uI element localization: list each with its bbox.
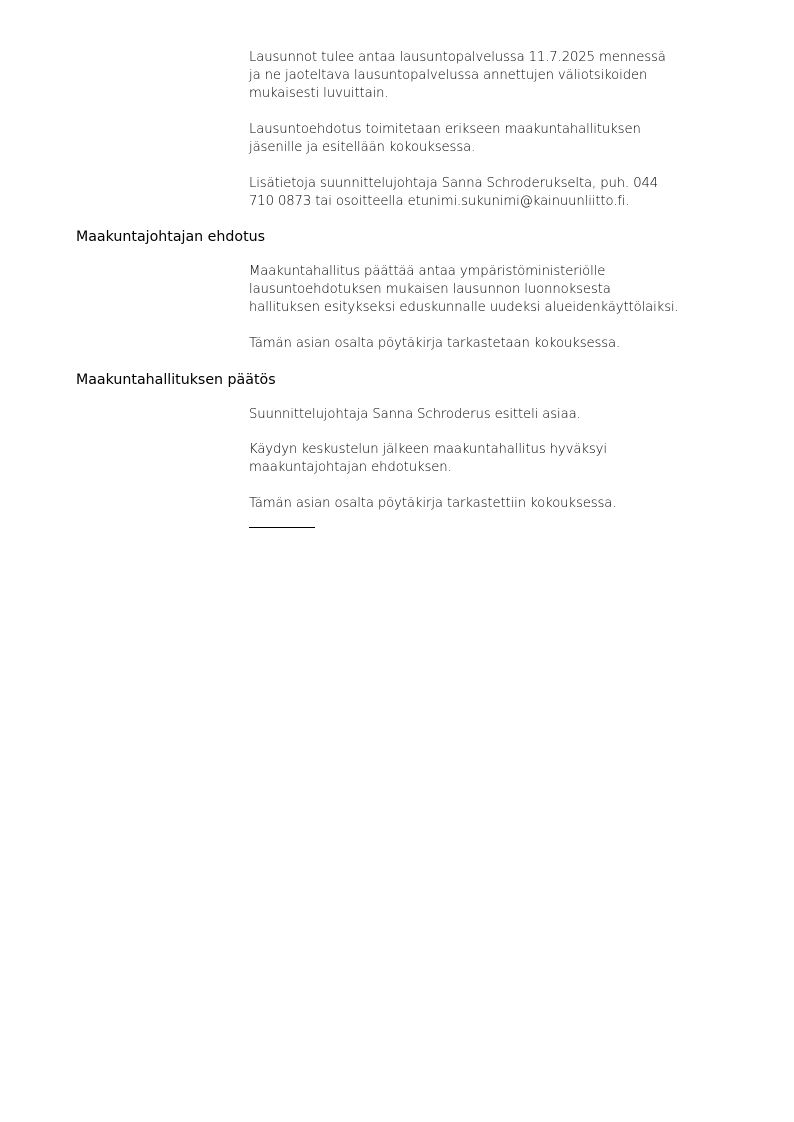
paragraph-line: Suunnittelujohtaja Sanna Schroderus esitteli asiaa. <box>249 407 581 422</box>
decision-paragraph <box>249 441 749 477</box>
deadline-paragraph <box>249 49 749 103</box>
contact-paragraph <box>249 175 749 211</box>
paragraph-line: 710 0873 tai osoitteella etunimi.sukunimi@kainuunliitto.fi. <box>249 194 630 209</box>
paragraph-line: Lausuntoehdotus toimitetaan erikseen maakuntahallituksen <box>249 122 641 137</box>
paragraph-line: Tämän asian osalta pöytäkirja tarkastetaan kokouksessa. <box>249 336 621 351</box>
presentation-paragraph <box>249 406 749 424</box>
minutes-check-paragraph <box>249 335 749 353</box>
closing-rule <box>249 527 315 528</box>
paragraph-line: Maakuntahallitus päättää antaa ympäristöministeriölle <box>249 264 606 279</box>
paragraph-line: jäsenille ja esitellään kokouksessa. <box>249 140 476 155</box>
minutes-checked-paragraph <box>249 495 749 513</box>
decision-heading: Maakuntahallituksen päätös <box>76 372 276 388</box>
paragraph-line: ja ne jaoteltava lausuntopalvelussa annettujen väliotsikoiden <box>249 68 648 83</box>
paragraph-line: Lausunnot tulee antaa lausuntopalvelussa 11.7.2025 mennessä <box>249 50 666 65</box>
paragraph-line: Lisätietoja suunnittelujohtaja Sanna Schroderukselta, puh. 044 <box>249 176 659 191</box>
paragraph-line: hallituksen esitykseksi eduskunnalle uudeksi alueidenkäyttölaiksi. <box>249 300 679 315</box>
paragraph-line: mukaisesti luvuittain. <box>249 86 389 101</box>
paragraph-line: lausuntoehdotuksen mukaisen lausunnon luonnoksesta <box>249 282 611 297</box>
paragraph-line: Käydyn keskustelun jälkeen maakuntahallitus hyväksyi <box>249 442 607 457</box>
delivery-paragraph <box>249 121 749 157</box>
proposal-heading: Maakuntajohtajan ehdotus <box>76 229 266 245</box>
proposal-paragraph <box>249 263 749 317</box>
paragraph-line: maakuntajohtajan ehdotuksen. <box>249 460 452 475</box>
paragraph-line: Tämän asian osalta pöytäkirja tarkastettiin kokouksessa. <box>249 496 617 511</box>
